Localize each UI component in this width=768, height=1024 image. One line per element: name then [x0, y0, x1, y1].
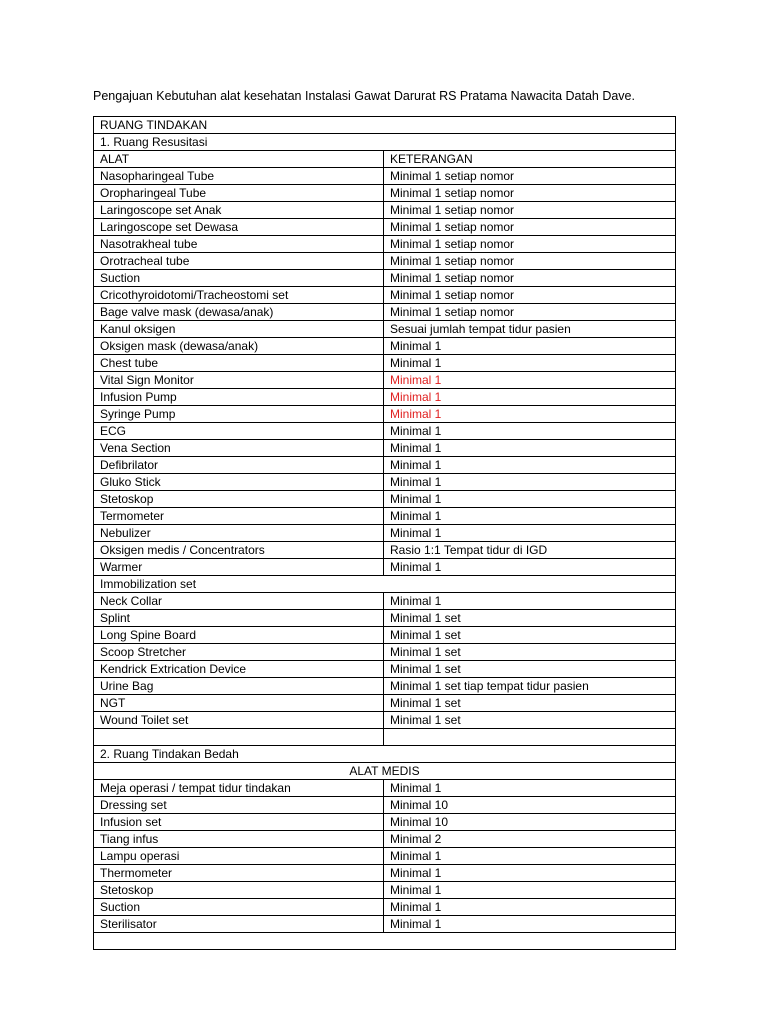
- alat-cell: Syringe Pump: [94, 406, 384, 423]
- keterangan-cell: Minimal 1 set tiap tempat tidur pasien: [384, 678, 676, 695]
- table-row: [94, 542, 676, 559]
- table-row: [94, 814, 676, 831]
- alat-cell: Wound Toilet set: [94, 712, 384, 729]
- keterangan-cell: Minimal 1 setiap nomor: [384, 202, 676, 219]
- alat-cell: Kanul oksigen: [94, 321, 384, 338]
- keterangan-cell: Minimal 1 setiap nomor: [384, 219, 676, 236]
- keterangan-cell: Minimal 1: [384, 491, 676, 508]
- keterangan-cell: Sesuai jumlah tempat tidur pasien: [384, 321, 676, 338]
- table-row: [94, 525, 676, 542]
- table-row: [94, 321, 676, 338]
- table-row: [94, 287, 676, 304]
- table-row: [94, 848, 676, 865]
- keterangan-cell: Minimal 1 set: [384, 661, 676, 678]
- keterangan-cell: Minimal 1: [384, 338, 676, 355]
- table-row: [94, 270, 676, 287]
- table-row: [94, 797, 676, 814]
- alat-cell: Scoop Stretcher: [94, 644, 384, 661]
- alat-cell: Long Spine Board: [94, 627, 384, 644]
- table-row: [94, 338, 676, 355]
- immobilization-title: Immobilization set: [94, 576, 676, 593]
- alat-cell: Oksigen medis / Concentrators: [94, 542, 384, 559]
- alat-cell: ECG: [94, 423, 384, 440]
- keterangan-cell: Minimal 1: [384, 865, 676, 882]
- section2-title-row: [94, 746, 676, 763]
- table-row: [94, 491, 676, 508]
- empty-row: [94, 729, 676, 746]
- alat-cell: Neck Collar: [94, 593, 384, 610]
- alat-cell: Infusion set: [94, 814, 384, 831]
- table-row: [94, 440, 676, 457]
- table-row: [94, 219, 676, 236]
- table-row: [94, 678, 676, 695]
- table-row: [94, 831, 676, 848]
- keterangan-cell: Minimal 1 set: [384, 695, 676, 712]
- alat-cell: Laringoscope set Dewasa: [94, 219, 384, 236]
- ruang-header-row: [94, 117, 676, 134]
- table-row: [94, 372, 676, 389]
- alat-cell: Dressing set: [94, 797, 384, 814]
- keterangan-cell: Minimal 1: [384, 916, 676, 933]
- alat-cell: Chest tube: [94, 355, 384, 372]
- alat-cell: Oropharingeal Tube: [94, 185, 384, 202]
- table-row: [94, 253, 676, 270]
- alat-cell: Stetoskop: [94, 491, 384, 508]
- col-alat-header: ALAT: [94, 151, 384, 168]
- table-row: [94, 168, 676, 185]
- table-row: [94, 780, 676, 797]
- keterangan-cell: Minimal 10: [384, 814, 676, 831]
- table-end-spacer-row: [94, 933, 676, 950]
- table-row: [94, 389, 676, 406]
- keterangan-cell: Minimal 1 set: [384, 610, 676, 627]
- col-keterangan-header: KETERANGAN: [384, 151, 676, 168]
- table-row: [94, 695, 676, 712]
- keterangan-cell: Minimal 1: [384, 372, 676, 389]
- section1-row: [94, 134, 676, 151]
- keterangan-cell: Minimal 1: [384, 474, 676, 491]
- table-row: [94, 406, 676, 423]
- table-row: [94, 236, 676, 253]
- alat-cell: Vital Sign Monitor: [94, 372, 384, 389]
- keterangan-cell: Minimal 1: [384, 406, 676, 423]
- keterangan-cell: Minimal 1: [384, 355, 676, 372]
- alat-cell: Sterilisator: [94, 916, 384, 933]
- keterangan-cell: Minimal 1: [384, 508, 676, 525]
- alat-cell: Warmer: [94, 559, 384, 576]
- alat-cell: Nebulizer: [94, 525, 384, 542]
- alat-cell: Termometer: [94, 508, 384, 525]
- alat-cell: Laringoscope set Anak: [94, 202, 384, 219]
- keterangan-cell: Minimal 1: [384, 440, 676, 457]
- alat-medis-header: ALAT MEDIS: [94, 763, 676, 780]
- keterangan-cell: Rasio 1:1 Tempat tidur di IGD: [384, 542, 676, 559]
- keterangan-cell: Minimal 1: [384, 882, 676, 899]
- keterangan-cell: Minimal 1 setiap nomor: [384, 168, 676, 185]
- table-row: [94, 202, 676, 219]
- immobilization-title-row: [94, 576, 676, 593]
- alat-cell: Urine Bag: [94, 678, 384, 695]
- alat-cell: Thermometer: [94, 865, 384, 882]
- alat-cell: Oksigen mask (dewasa/anak): [94, 338, 384, 355]
- keterangan-cell: Minimal 1: [384, 389, 676, 406]
- table-row: [94, 882, 676, 899]
- document-title: Pengajuan Kebutuhan alat kesehatan Instalasi Gawat Darurat RS Pratama Nawacita Datah Dave.: [93, 89, 635, 103]
- table-row: [94, 457, 676, 474]
- table-end-spacer: [94, 933, 676, 950]
- ruang-tindakan-label: RUANG TINDAKAN: [94, 117, 676, 134]
- equipment-table: [93, 116, 676, 950]
- keterangan-cell: Minimal 1: [384, 559, 676, 576]
- alat-cell: Orotracheal tube: [94, 253, 384, 270]
- keterangan-cell: Minimal 1 setiap nomor: [384, 185, 676, 202]
- column-header-row: [94, 151, 676, 168]
- alat-cell: Cricothyroidotomi/Tracheostomi set: [94, 287, 384, 304]
- table-row: [94, 185, 676, 202]
- keterangan-cell: Minimal 1 setiap nomor: [384, 270, 676, 287]
- table-row: [94, 474, 676, 491]
- table-row: [94, 865, 676, 882]
- alat-cell: Suction: [94, 270, 384, 287]
- alat-cell: Defibrilator: [94, 457, 384, 474]
- empty-cell: [384, 729, 676, 746]
- keterangan-cell: Minimal 1 setiap nomor: [384, 253, 676, 270]
- alat-cell: Nasopharingeal Tube: [94, 168, 384, 185]
- alat-cell: Meja operasi / tempat tidur tindakan: [94, 780, 384, 797]
- alat-cell: NGT: [94, 695, 384, 712]
- table-row: [94, 916, 676, 933]
- keterangan-cell: Minimal 1: [384, 423, 676, 440]
- alat-cell: Infusion Pump: [94, 389, 384, 406]
- table-row: [94, 593, 676, 610]
- table-row: [94, 899, 676, 916]
- table-row: [94, 712, 676, 729]
- table-row: [94, 423, 676, 440]
- keterangan-cell: Minimal 1: [384, 593, 676, 610]
- table-row: [94, 610, 676, 627]
- keterangan-cell: Minimal 1: [384, 848, 676, 865]
- keterangan-cell: Minimal 2: [384, 831, 676, 848]
- table-row: [94, 559, 676, 576]
- table-row: [94, 661, 676, 678]
- alat-cell: Nasotrakheal tube: [94, 236, 384, 253]
- keterangan-cell: Minimal 1: [384, 457, 676, 474]
- alat-cell: Kendrick Extrication Device: [94, 661, 384, 678]
- table-row: [94, 355, 676, 372]
- keterangan-cell: Minimal 1: [384, 780, 676, 797]
- keterangan-cell: Minimal 1 set: [384, 627, 676, 644]
- section1-title: 1. Ruang Resusitasi: [94, 134, 676, 151]
- alat-medis-header-row: [94, 763, 676, 780]
- table-row: [94, 644, 676, 661]
- keterangan-cell: Minimal 1: [384, 525, 676, 542]
- section2-title: 2. Ruang Tindakan Bedah: [94, 746, 676, 763]
- alat-cell: Tiang infus: [94, 831, 384, 848]
- alat-cell: Splint: [94, 610, 384, 627]
- table-row: [94, 304, 676, 321]
- keterangan-cell: Minimal 10: [384, 797, 676, 814]
- table-row: [94, 508, 676, 525]
- empty-cell: [94, 729, 384, 746]
- alat-cell: Lampu operasi: [94, 848, 384, 865]
- alat-cell: Stetoskop: [94, 882, 384, 899]
- alat-cell: Bage valve mask (dewasa/anak): [94, 304, 384, 321]
- keterangan-cell: Minimal 1 setiap nomor: [384, 236, 676, 253]
- keterangan-cell: Minimal 1 set: [384, 712, 676, 729]
- keterangan-cell: Minimal 1 set: [384, 644, 676, 661]
- keterangan-cell: Minimal 1 setiap nomor: [384, 304, 676, 321]
- table-row: [94, 627, 676, 644]
- alat-cell: Vena Section: [94, 440, 384, 457]
- keterangan-cell: Minimal 1 setiap nomor: [384, 287, 676, 304]
- keterangan-cell: Minimal 1: [384, 899, 676, 916]
- alat-cell: Suction: [94, 899, 384, 916]
- alat-cell: Gluko Stick: [94, 474, 384, 491]
